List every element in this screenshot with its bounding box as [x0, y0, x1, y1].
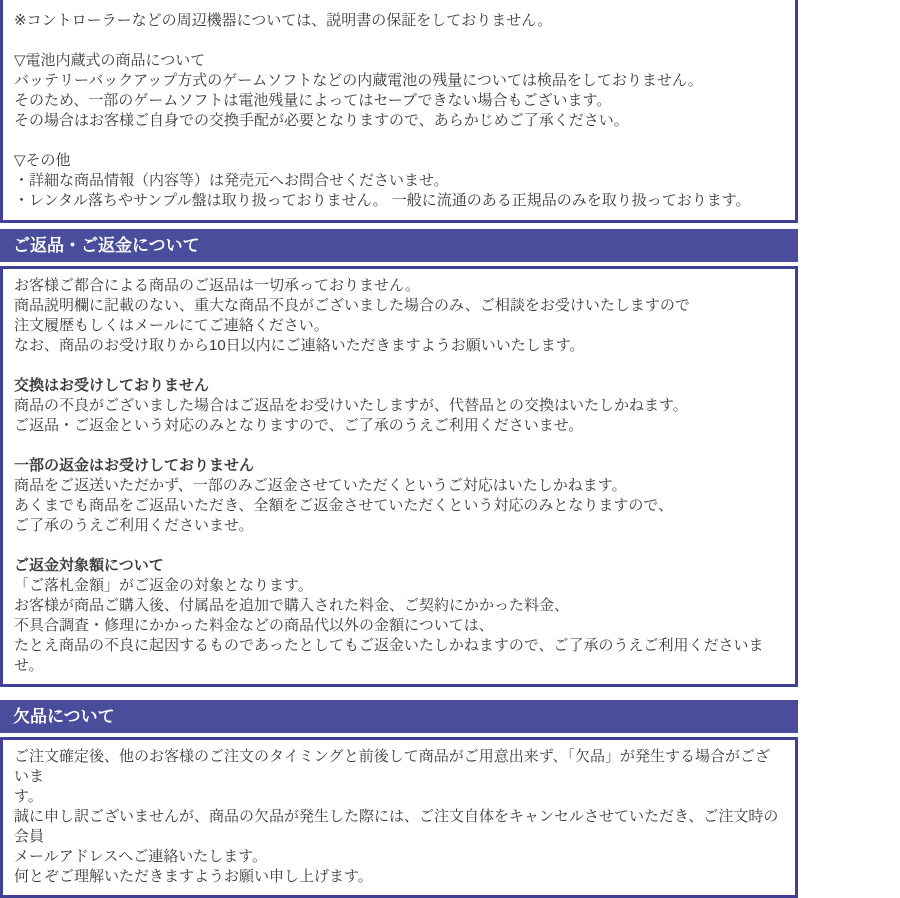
text-line: [14, 536, 784, 556]
text-line: そのため、一部のゲームソフトは電池残量によってはセーブできない場合もございます。: [14, 92, 612, 109]
text-line: ・詳細な商品情報（内容等）は発売元へお問合せくださいませ。: [14, 172, 449, 189]
text-line: ※コントローラーなどの周辺機器については、説明書の保証をしておりません。: [14, 12, 553, 29]
notes-box: [0, 0, 798, 223]
text-line: お客様ご都合による商品のご返品は一切承っておりません。: [14, 277, 420, 294]
subheading-line: 交換はお受けしておりません: [14, 377, 210, 394]
text-line: その場合はお客様ご自身での交換手配が必要となりますので、あらかじめご了承ください。: [14, 112, 629, 129]
text-line: お客様が商品ご購入後、付属品を追加で購入された料金、ご契約にかかった料金、: [14, 597, 570, 614]
returns-refunds-section-title: ご返品・ご返金について: [13, 236, 200, 255]
missing-items-box-body: [14, 747, 784, 887]
text-line: ご返品・ご返金という対応のみとなりますので、ご了承のうえご利用くださいませ。: [14, 417, 584, 434]
missing-items-section-title: 欠品について: [13, 707, 115, 726]
returns-refunds-section-header: [0, 229, 798, 262]
text-line: 注文履歴もしくはメールにてご連絡ください。: [14, 317, 329, 334]
subheading-line: 一部の返金はお受けしておりません: [14, 457, 255, 474]
text-line: 商品をご返送いただかず、一部のみご返金させていただくというご対応はいたしかねます。: [14, 477, 627, 494]
text-line: あくまでも商品をご返品いただき、全額をご返金させていただくという対応のみとなりますので、: [14, 497, 674, 514]
text-line: 商品説明欄に記載のない、重大な商品不良がございました場合のみ、ご相談をお受けいたしますので: [14, 297, 690, 314]
text-line: ・レンタル落ちやサンプル盤は取り扱っておりません。 一般に流通のある正規品のみを取り扱っております。: [14, 192, 751, 209]
text-line: 不具合調査・修理にかかった料金などの商品代以外の金額については、: [14, 617, 494, 634]
text-line: なお、商品のお受け取りから10日以内にご連絡いただきますようお願いいたします。: [14, 337, 585, 354]
text-line: [14, 31, 784, 51]
text-line: 「ご落札金額」がご返金の対象となります。: [14, 577, 313, 594]
missing-items-section-header: [0, 700, 798, 733]
text-line: バッテリーバックアップ方式のゲームソフトなどの内蔵電池の残量については検品をしておりません。: [14, 72, 703, 89]
text-line: す。: [14, 788, 43, 805]
text-line: [14, 436, 784, 456]
returns-refunds-box-body: [14, 276, 784, 676]
text-line: たとえ商品の不良に起因するものであったとしてもご返金いたしかねますので、ご了承のうえご利用くださいませ。: [14, 637, 764, 674]
text-line: 何とぞご理解いただきますようお願い申し上げます。: [14, 868, 373, 885]
text-line: ご了承のうえご利用くださいませ。: [14, 517, 254, 534]
text-line: [14, 356, 784, 376]
subheading-line: ご返金対象額について: [14, 557, 164, 574]
text-line: ご注文確定後、他のお客様のご注文のタイミングと前後して商品がご用意出来ず、「欠品」が発生する場合がございま: [14, 748, 771, 785]
text-line: 誠に申し訳ございませんが、商品の欠品が発生した際には、ご注文自体をキャンセルさせていただき、ご注文時の会員: [14, 808, 779, 845]
returns-refunds-box: [0, 266, 798, 687]
notes-box-body: [14, 11, 784, 211]
text-line: [14, 131, 784, 151]
text-line: 商品の不良がございました場合はご返品をお受けいたしますが、代替品との交換はいたしかねます。: [14, 397, 688, 414]
text-line: メールアドレスへご連絡いたします。: [14, 848, 268, 865]
missing-items-box: [0, 737, 798, 898]
text-line: ▽その他: [14, 152, 71, 169]
text-line: ▽電池内蔵式の商品について: [14, 52, 206, 69]
